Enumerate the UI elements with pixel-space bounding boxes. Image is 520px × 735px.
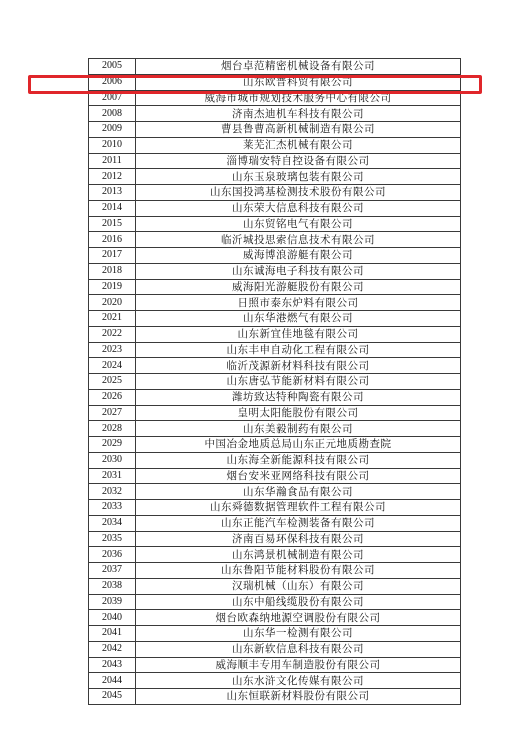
- table-row: [89, 295, 461, 311]
- row-number: 2006: [89, 74, 136, 90]
- table-row: [89, 484, 461, 500]
- row-number: 2023: [89, 342, 136, 358]
- row-number: 2026: [89, 389, 136, 405]
- table-row: [89, 421, 461, 437]
- row-number: 2025: [89, 374, 136, 390]
- company-name: 中国冶金地质总局山东正元地质勘查院: [136, 437, 461, 453]
- table-row: [89, 358, 461, 374]
- row-number: 2024: [89, 358, 136, 374]
- company-name: 烟台欧森纳地源空调股份有限公司: [136, 610, 461, 626]
- row-number: 2039: [89, 594, 136, 610]
- company-name: 山东欧普科贸有限公司: [136, 74, 461, 90]
- row-number: 2043: [89, 657, 136, 673]
- company-name: 临沂城投思索信息技术有限公司: [136, 232, 461, 248]
- table-row: [89, 137, 461, 153]
- company-name: 山东唐弘节能新材料有限公司: [136, 374, 461, 390]
- table-row: [89, 232, 461, 248]
- table-row: [89, 437, 461, 453]
- company-name: 山东鲁阳节能材料股份有限公司: [136, 563, 461, 579]
- company-name: 汉瑞机械（山东）有限公司: [136, 578, 461, 594]
- row-number: 2035: [89, 531, 136, 547]
- table-row: [89, 657, 461, 673]
- company-name: 山东丰申自动化工程有限公司: [136, 342, 461, 358]
- table-row: [89, 106, 461, 122]
- table-row: [89, 374, 461, 390]
- company-name: 莱芜汇杰机械有限公司: [136, 137, 461, 153]
- row-number: 2011: [89, 153, 136, 169]
- row-number: 2005: [89, 59, 136, 75]
- row-number: 2037: [89, 563, 136, 579]
- table-row: [89, 594, 461, 610]
- company-name: 山东舜德数据管理软件工程有限公司: [136, 500, 461, 516]
- row-number: 2034: [89, 515, 136, 531]
- company-name: 山东华一检测有限公司: [136, 626, 461, 642]
- company-name: 山东华瀚食品有限公司: [136, 484, 461, 500]
- table-row: [89, 279, 461, 295]
- table-row: [89, 547, 461, 563]
- company-name: 济南百易环保科技有限公司: [136, 531, 461, 547]
- row-number: 2009: [89, 122, 136, 138]
- row-number: 2031: [89, 468, 136, 484]
- company-name: 威海顺丰专用车制造股份有限公司: [136, 657, 461, 673]
- table-row: [89, 452, 461, 468]
- company-name: 山东恒联新材料股份有限公司: [136, 689, 461, 705]
- row-number: 2017: [89, 248, 136, 264]
- company-name: 潍坊致达特种陶瓷有限公司: [136, 389, 461, 405]
- table-row: [89, 311, 461, 327]
- table-row: [89, 185, 461, 201]
- company-name: 山东诚海电子科技有限公司: [136, 263, 461, 279]
- row-number: 2028: [89, 421, 136, 437]
- company-name: 山东贸铭电气有限公司: [136, 216, 461, 232]
- row-number: 2008: [89, 106, 136, 122]
- table-row: [89, 610, 461, 626]
- table-row: [89, 641, 461, 657]
- company-name: 皇明太阳能股份有限公司: [136, 405, 461, 421]
- row-number: 2007: [89, 90, 136, 106]
- table-row: [89, 673, 461, 689]
- company-name: 山东海全新能源科技有限公司: [136, 452, 461, 468]
- table-row: [89, 468, 461, 484]
- company-list-body: [89, 59, 461, 705]
- row-number: 2012: [89, 169, 136, 185]
- company-name: 临沂茂源新材料科技有限公司: [136, 358, 461, 374]
- row-number: 2044: [89, 673, 136, 689]
- company-name: 山东国投鸿基检测技术股份有限公司: [136, 185, 461, 201]
- row-number: 2010: [89, 137, 136, 153]
- company-name: 日照市泰东炉料有限公司: [136, 295, 461, 311]
- row-number: 2016: [89, 232, 136, 248]
- table-row: [89, 563, 461, 579]
- company-name: 淄博瑞安特自控设备有限公司: [136, 153, 461, 169]
- company-name: 山东玉泉玻璃包装有限公司: [136, 169, 461, 185]
- row-number: 2040: [89, 610, 136, 626]
- row-number: 2029: [89, 437, 136, 453]
- row-number: 2038: [89, 578, 136, 594]
- table-row: [89, 389, 461, 405]
- table-row: [89, 248, 461, 264]
- table-row: [89, 578, 461, 594]
- company-name: 山东鸿景机械制造有限公司: [136, 547, 461, 563]
- company-name: 威海阳光游艇股份有限公司: [136, 279, 461, 295]
- row-number: 2015: [89, 216, 136, 232]
- table-row: [89, 626, 461, 642]
- table-row: [89, 263, 461, 279]
- company-name: 威海市城市规划技术服务中心有限公司: [136, 90, 461, 106]
- company-name: 山东正能汽车检测装备有限公司: [136, 515, 461, 531]
- row-number: 2019: [89, 279, 136, 295]
- row-number: 2014: [89, 200, 136, 216]
- table-row: [89, 500, 461, 516]
- company-name: 山东新宜佳地毯有限公司: [136, 326, 461, 342]
- row-number: 2022: [89, 326, 136, 342]
- row-number: 2042: [89, 641, 136, 657]
- table-row: [89, 216, 461, 232]
- table-row: [89, 531, 461, 547]
- row-number: 2045: [89, 689, 136, 705]
- table-row: [89, 122, 461, 138]
- company-name: 烟台卓范精密机械设备有限公司: [136, 59, 461, 75]
- row-number: 2032: [89, 484, 136, 500]
- table-row: [89, 169, 461, 185]
- company-name: 威海博浪游艇有限公司: [136, 248, 461, 264]
- company-list-table: [88, 58, 461, 705]
- company-name: 曹县鲁曹高新机械制造有限公司: [136, 122, 461, 138]
- row-number: 2027: [89, 405, 136, 421]
- row-number: 2036: [89, 547, 136, 563]
- table-row: [89, 689, 461, 705]
- table-row: [89, 515, 461, 531]
- table-row: [89, 405, 461, 421]
- row-number: 2018: [89, 263, 136, 279]
- row-number: 2041: [89, 626, 136, 642]
- row-number: 2020: [89, 295, 136, 311]
- row-number: 2021: [89, 311, 136, 327]
- table-row: [89, 200, 461, 216]
- table-row: [89, 326, 461, 342]
- table-row: [89, 153, 461, 169]
- row-number: 2033: [89, 500, 136, 516]
- row-number: 2013: [89, 185, 136, 201]
- table-row: [89, 342, 461, 358]
- table-row: [89, 59, 461, 75]
- row-number: 2030: [89, 452, 136, 468]
- company-name: 山东美毅制药有限公司: [136, 421, 461, 437]
- company-name: 济南杰迪机车科技有限公司: [136, 106, 461, 122]
- company-name: 山东荣大信息科技有限公司: [136, 200, 461, 216]
- company-name: 山东华港燃气有限公司: [136, 311, 461, 327]
- highlight-box: [28, 75, 482, 94]
- company-name: 山东中船线缆股份有限公司: [136, 594, 461, 610]
- company-name: 山东水浒文化传媒有限公司: [136, 673, 461, 689]
- company-name: 山东新软信息科技有限公司: [136, 641, 461, 657]
- company-name: 烟台安米亚网络科技有限公司: [136, 468, 461, 484]
